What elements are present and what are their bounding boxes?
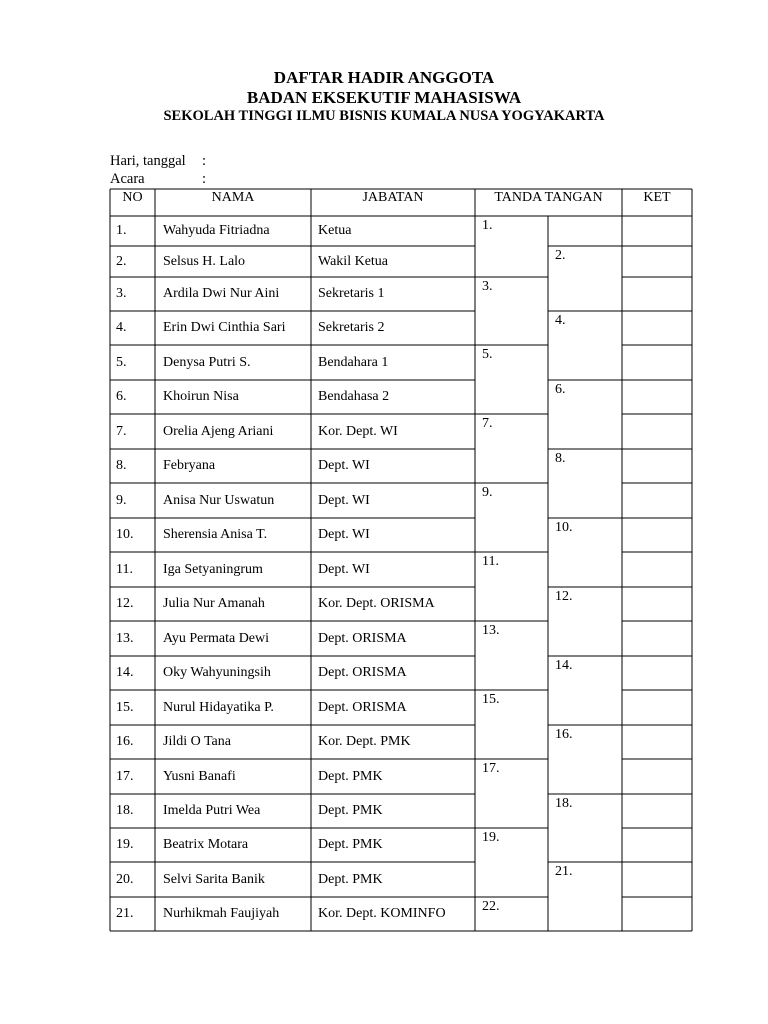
member-position: Kor. Dept. PMK [318,734,411,749]
row-number: 8. [116,458,127,473]
row-number: 5. [116,354,127,370]
column-header-position: JABATAN [362,190,424,205]
member-name: Sherensia Anisa T. [163,527,268,542]
member-position: Bendahara 1 [318,354,389,370]
member-position: Sekretaris 2 [318,320,385,335]
member-position: Kor. Dept. ORISMA [318,596,435,611]
member-name: Oky Wahyuningsih [163,665,271,680]
member-position: Dept. PMK [318,871,383,887]
member-name: Anisa Nur Uswatun [163,492,275,508]
member-name: Yusni Banafi [163,768,236,784]
member-position: Dept. WI [318,527,370,542]
signature-number: 16. [555,727,573,742]
row-number: 12. [116,596,134,611]
row-number: 18. [116,803,134,818]
signature-number: 8. [555,451,566,466]
member-position: Dept. WI [318,492,370,508]
member-name: Selvi Sarita Banik [163,871,265,887]
row-number: 10. [116,527,134,542]
row-number: 1. [116,223,127,238]
row-number: 2. [116,253,127,269]
row-number: 21. [116,906,134,921]
member-name: Iga Setyaningrum [163,561,263,577]
row-number: 3. [116,286,127,301]
signature-number: 2. [555,248,566,263]
row-number: 9. [116,492,127,508]
member-position: Wakil Ketua [318,253,389,269]
row-number: 6. [116,389,127,404]
row-number: 7. [116,423,127,439]
signature-number: 17. [482,761,500,776]
member-name: Ardila Dwi Nur Aini [163,286,280,301]
member-position: Kor. Dept. KOMINFO [318,906,446,921]
member-name: Wahyuda Fitriadna [163,223,270,238]
row-number: 11. [116,561,133,577]
row-number: 19. [116,837,134,852]
member-name: Orelia Ajeng Ariani [163,423,274,439]
row-number: 4. [116,320,127,335]
member-name: Khoirun Nisa [163,389,239,404]
member-name: Nurhikmah Faujiyah [163,906,280,921]
event-label: Acara [110,171,145,187]
row-number: 16. [116,734,134,749]
signature-number: 9. [482,485,493,500]
member-position: Dept. ORISMA [318,699,407,715]
signature-number: 4. [555,313,566,328]
signature-number: 22. [482,899,500,914]
signature-number: 10. [555,520,573,535]
date-colon: : [202,153,207,169]
signature-number: 3. [482,279,493,294]
member-position: Dept. WI [318,458,370,473]
member-name: Beatrix Motara [163,837,249,852]
signature-number: 19. [482,830,500,845]
row-number: 15. [116,699,134,715]
signature-number: 5. [482,347,493,362]
member-position: Dept. WI [318,561,370,577]
signature-number: 11. [482,554,499,569]
member-position: Kor. Dept. WI [318,423,398,439]
document-title: DAFTAR HADIR ANGGOTA [273,68,495,87]
signature-number: 15. [482,692,500,707]
column-header-no: NO [122,190,143,205]
signature-number: 12. [555,589,573,604]
member-name: Erin Dwi Cinthia Sari [163,320,286,335]
member-position: Dept. PMK [318,768,383,784]
member-name: Denysa Putri S. [163,354,251,370]
member-position: Dept. PMK [318,837,383,852]
member-position: Dept. PMK [318,803,383,818]
member-position: Dept. ORISMA [318,665,407,680]
member-name: Julia Nur Amanah [163,596,265,611]
signature-number: 21. [555,864,573,879]
row-number: 13. [116,630,134,646]
member-position: Ketua [318,223,352,238]
signature-number: 7. [482,416,493,431]
row-number: 17. [116,768,134,784]
member-name: Selsus H. Lalo [163,253,246,269]
signature-number: 14. [555,658,573,673]
member-position: Sekretaris 1 [318,286,385,301]
signature-number: 6. [555,382,566,397]
signature-number: 13. [482,623,500,638]
column-header-name: NAMA [211,190,255,205]
member-name: Jildi O Tana [163,734,231,749]
date-label: Hari, tanggal [110,153,186,169]
row-number: 14. [116,665,134,680]
member-position: Bendahasa 2 [318,389,390,404]
institution-name: SEKOLAH TINGGI ILMU BISNIS KUMALA NUSA YOGYAKARTA [163,108,605,124]
signature-number: 18. [555,796,573,811]
member-name: Imelda Putri Wea [163,803,261,818]
member-name: Nurul Hidayatika P. [163,699,274,715]
member-position: Dept. ORISMA [318,630,407,646]
row-number: 20. [116,871,134,887]
column-header-signature: TANDA TANGAN [494,190,603,205]
member-name: Febryana [163,458,216,473]
column-header-remarks: KET [643,190,671,205]
event-colon: : [202,171,207,187]
member-name: Ayu Permata Dewi [163,630,270,646]
organization-name: BADAN EKSEKUTIF MAHASISWA [246,88,522,107]
signature-number: 1. [482,218,493,233]
